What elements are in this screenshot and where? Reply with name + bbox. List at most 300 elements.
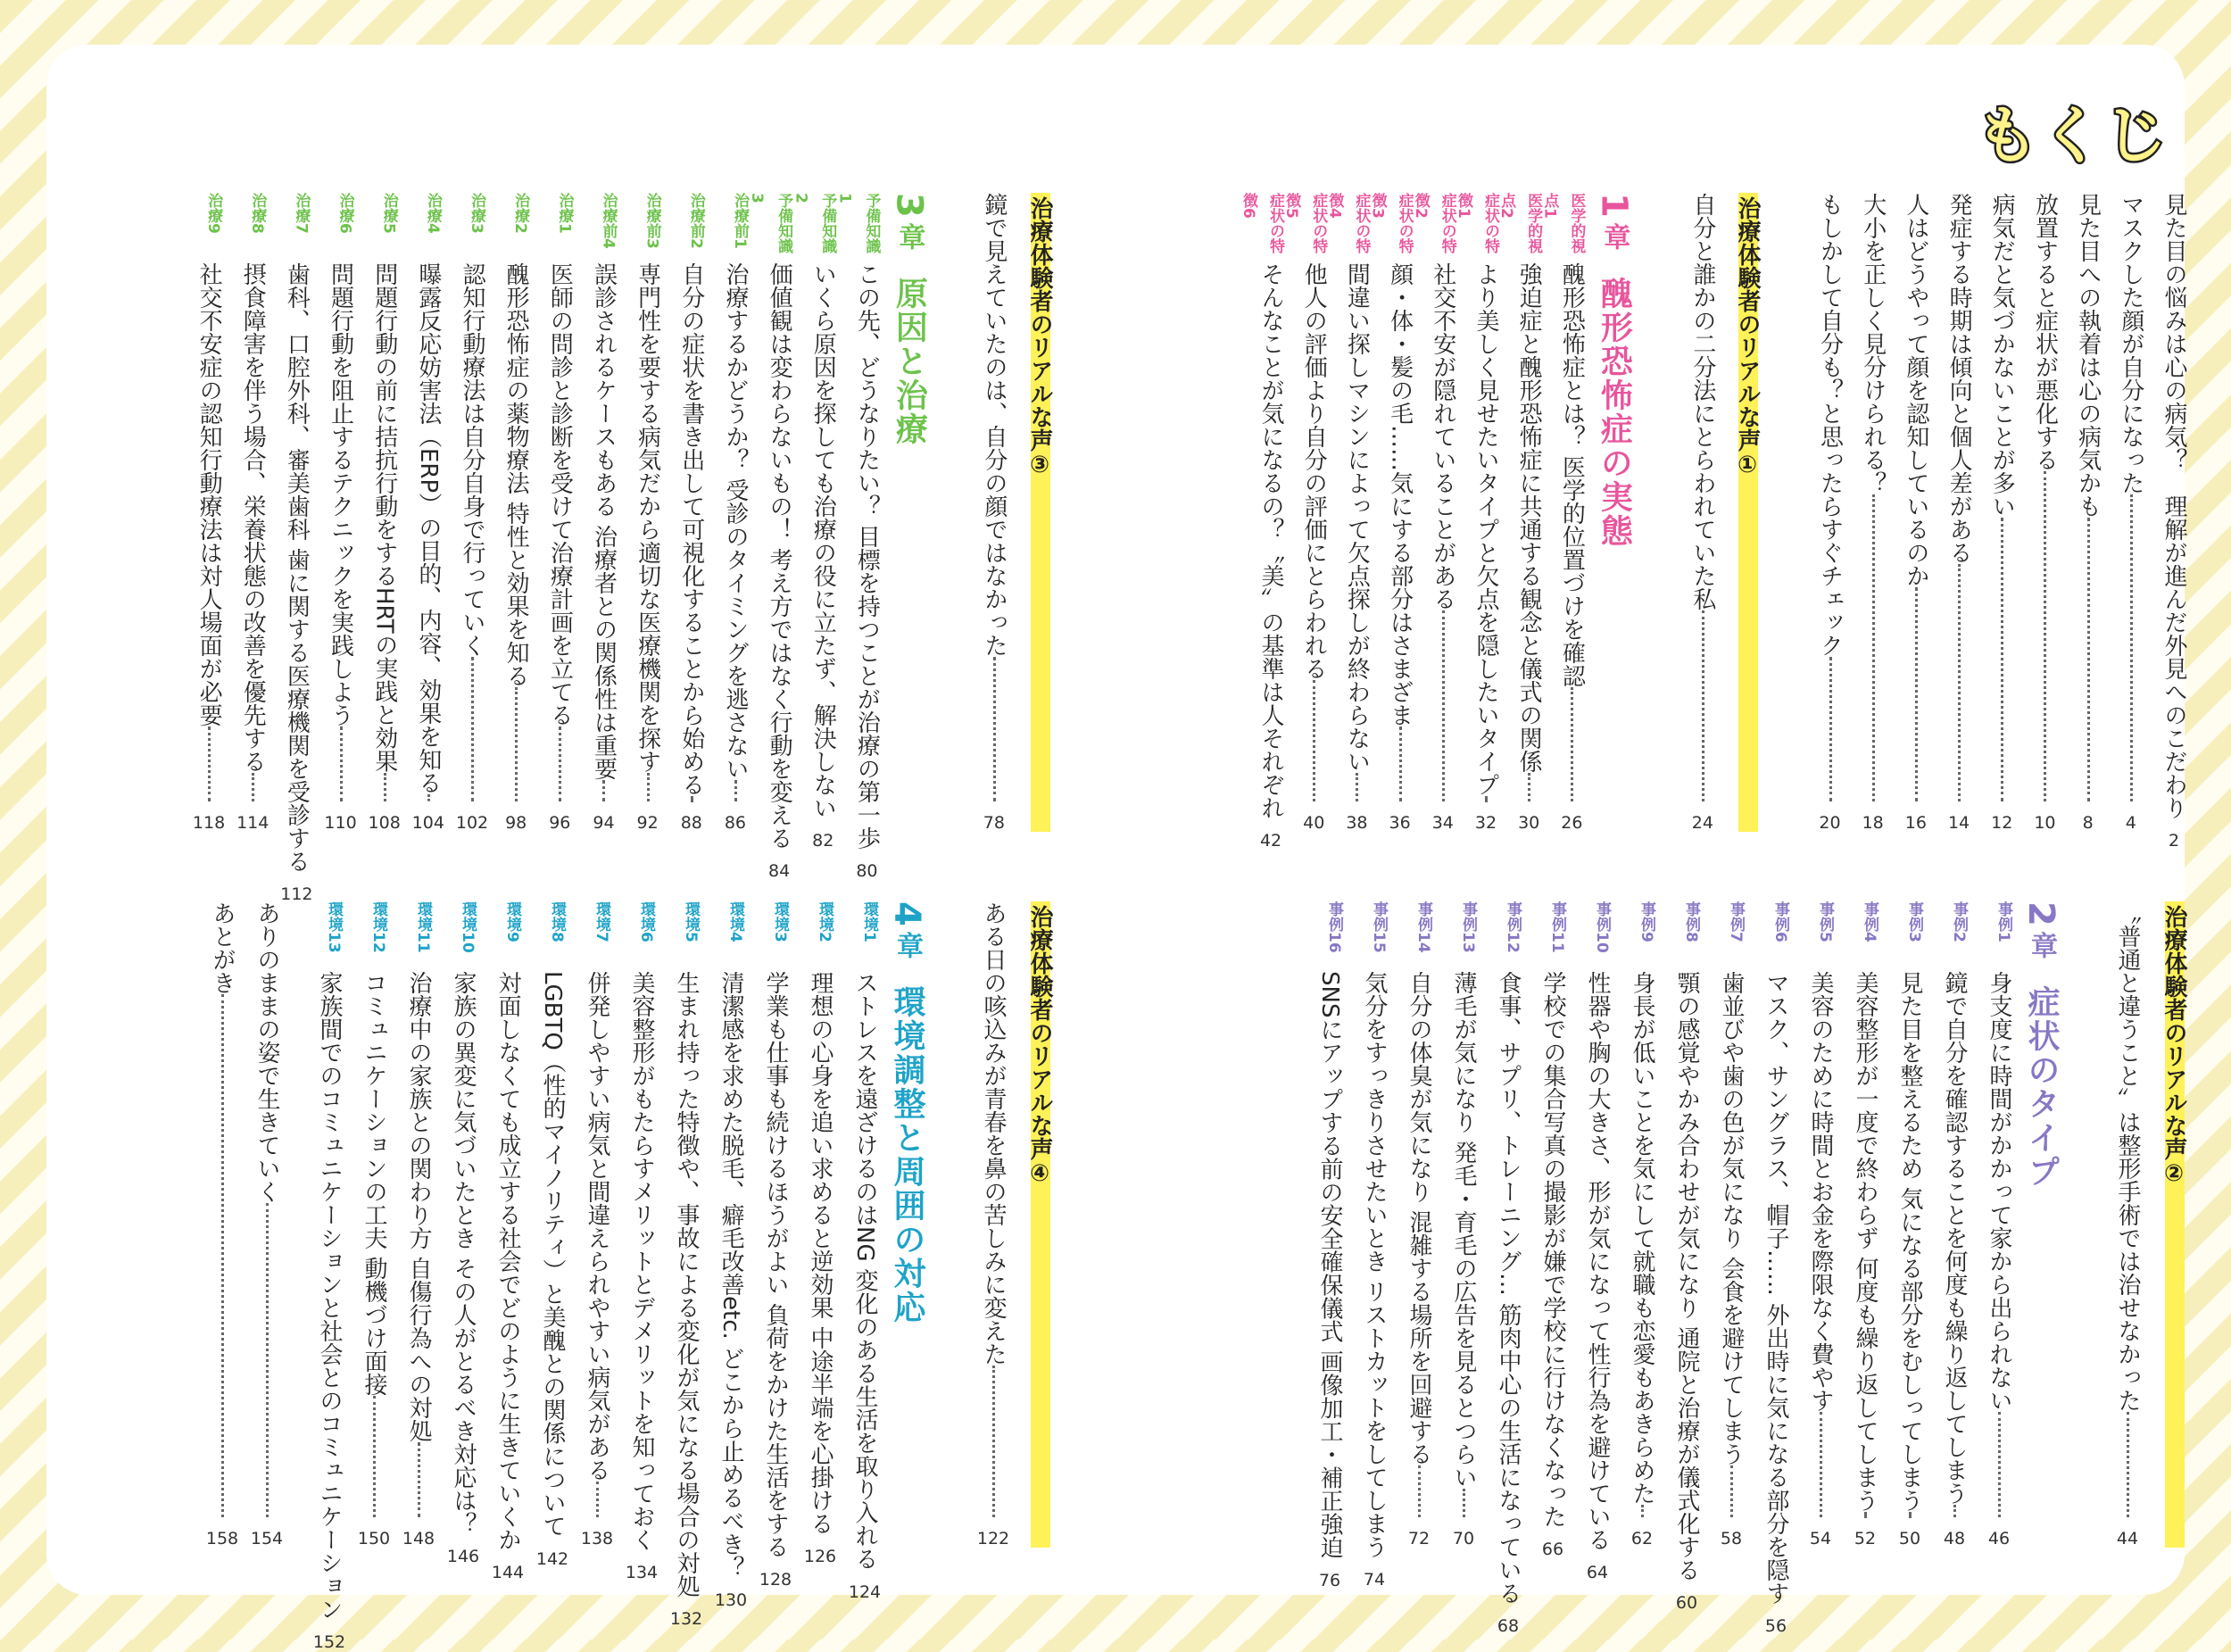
entry-title: 対面しなくても成立する社会でどのように生きていくか xyxy=(494,971,521,1551)
entry-label: 症状の特徴5 xyxy=(1282,193,1328,253)
page-number: 146 xyxy=(446,1547,480,1567)
page-number: 96 xyxy=(549,813,571,833)
toc-entry[interactable] xyxy=(1497,193,1547,833)
entry-label: 事例15 xyxy=(1370,901,1388,953)
leader-dots xyxy=(1313,680,1315,801)
voice-heading xyxy=(1012,193,1057,832)
voice-heading xyxy=(1011,901,1057,1548)
toc-entry[interactable] xyxy=(2106,193,2149,832)
entry-label: 治療8 xyxy=(248,193,267,234)
entry-title: 強迫症と醜形恐怖症に共通する観念と儀式の関係 xyxy=(1515,262,1543,773)
page-number: 128 xyxy=(759,1570,792,1590)
page-number: 82 xyxy=(812,831,834,851)
page-number: 44 xyxy=(2116,1529,2139,1548)
voice-heading xyxy=(1721,193,1765,832)
entry-label: 治療前1 xyxy=(730,193,749,249)
chapter-word: 章 xyxy=(1598,222,1630,250)
page-number: 14 xyxy=(1947,813,1970,833)
entry-title: 生まれ持った特徴や、事故による変化が気になる場合の対処 xyxy=(673,971,700,1598)
chapter-number: 2 xyxy=(2020,901,2061,926)
entry-label: 症状の特徴4 xyxy=(1325,193,1371,253)
toc-entry[interactable] xyxy=(1934,193,1977,832)
entry-label: 医学的視点1 xyxy=(1540,193,1586,253)
page-number: 112 xyxy=(280,884,313,905)
entry-title: 美容整形が一度で終わらず 何度も繰り返してしまう xyxy=(1852,971,1879,1513)
toc-entry[interactable] xyxy=(968,193,1012,832)
entry-label: 事例7 xyxy=(1727,901,1745,942)
toc-entry[interactable] xyxy=(1977,193,2020,832)
toc-entry[interactable] xyxy=(1660,901,1704,1614)
toc-entry[interactable] xyxy=(1678,193,1721,832)
page-number: 66 xyxy=(1541,1540,1564,1559)
toc-entry[interactable] xyxy=(1392,901,1437,1548)
toc-entry[interactable] xyxy=(1481,901,1526,1637)
entry-title: SNSにアップする前の安全確保儀式 画像加工・補正強迫 xyxy=(1316,971,1343,1559)
toc-entry[interactable] xyxy=(1454,193,1504,833)
chapter-heading xyxy=(2017,901,2065,1548)
page-number: 134 xyxy=(625,1563,659,1582)
toc-entry[interactable] xyxy=(270,193,314,905)
entry-label: 環境9 xyxy=(503,901,521,942)
entry-label: 環境10 xyxy=(459,901,477,953)
entry-title: もしかして自分も？と思ったらすぐチェック xyxy=(1816,193,1844,657)
entry-label: 症状の特徴6 xyxy=(1240,193,1285,253)
toc-entry[interactable] xyxy=(709,193,753,832)
entry-label: 予備知識1 xyxy=(835,193,881,253)
entry-label: 治療1 xyxy=(555,193,574,234)
page-number: 10 xyxy=(2034,813,2056,833)
toc-entry[interactable] xyxy=(748,193,797,882)
toc-entry[interactable] xyxy=(835,193,884,882)
leader-dots xyxy=(1418,1465,1421,1517)
entry-title: 誤診されるケースもある 治療者との関係性は重要 xyxy=(590,262,618,781)
entry-title: 学業も仕事も続けるほうがよい 負荷をかけた生活をする xyxy=(762,971,789,1559)
toc-entry[interactable] xyxy=(1437,901,1481,1548)
page-number: 118 xyxy=(192,813,226,833)
toc-top-right xyxy=(1240,193,2192,851)
page-number: 122 xyxy=(976,1529,1010,1548)
page-number: 142 xyxy=(535,1548,569,1569)
toc-entry[interactable] xyxy=(2062,193,2105,832)
page-number: 42 xyxy=(1259,831,1282,851)
toc-entry[interactable] xyxy=(436,901,481,1567)
page-number: 110 xyxy=(324,813,357,833)
entry-label: 治療5 xyxy=(379,193,398,234)
chapter-number: 1 xyxy=(1593,193,1635,218)
leader-dots xyxy=(418,1442,420,1517)
entry-title: より美しく見せたいタイプと欠点を隠したいタイプ xyxy=(1472,262,1499,796)
entry-title: 認知行動療法は自分自身で行っていく xyxy=(459,262,485,657)
page-number: 114 xyxy=(236,813,270,833)
page-number: 84 xyxy=(768,861,791,882)
page-number: 18 xyxy=(1862,813,1884,833)
entry-title: 見た目を整えるため 気になる部分をむしってしまう xyxy=(1896,971,1923,1513)
entry-label: 環境12 xyxy=(369,901,387,953)
leader-dots xyxy=(208,726,211,801)
entry-title: いくら原因を探しても治療の役に立たず、解決しない xyxy=(809,262,837,819)
entry-label: 事例1 xyxy=(1995,901,2012,942)
entry-label: 事例8 xyxy=(1682,901,1700,942)
chapter-heading xyxy=(883,901,931,1548)
page-number: 126 xyxy=(803,1547,837,1567)
toc-entry[interactable] xyxy=(792,193,841,851)
leader-dots xyxy=(1528,773,1530,801)
entry-title: この先、どうなりたい？ 目標を持つことが治療の第一歩 xyxy=(853,262,881,851)
leader-dots xyxy=(2044,471,2046,801)
entry-title: 自分の症状を書き出して可視化することから始める xyxy=(677,262,705,796)
entry-label: 治療6 xyxy=(336,193,354,234)
leader-dots xyxy=(647,773,650,801)
toc-entry[interactable] xyxy=(1571,901,1615,1582)
toc-entry[interactable] xyxy=(1540,193,1589,833)
entry-label: 医学的視点2 xyxy=(1497,193,1543,253)
entry-label: 環境6 xyxy=(637,901,655,942)
entry-label: 事例10 xyxy=(1593,901,1611,953)
entry-label: 環境3 xyxy=(771,901,789,942)
page-number: 124 xyxy=(848,1581,882,1602)
leader-dots xyxy=(266,1203,269,1517)
leader-dots xyxy=(2087,518,2090,801)
leader-dots xyxy=(471,657,474,801)
toc-entry[interactable] xyxy=(793,901,838,1567)
page-number: 72 xyxy=(1407,1529,1431,1548)
page-number: 68 xyxy=(1497,1616,1520,1637)
toc-entry[interactable] xyxy=(2101,901,2145,1548)
entry-title: 発症する時期は傾向と個人差がある xyxy=(1945,193,1973,564)
page-number: 88 xyxy=(680,813,702,833)
page-number: 16 xyxy=(1904,813,1927,833)
toc-entry[interactable] xyxy=(534,193,577,832)
toc-entry[interactable] xyxy=(195,901,240,1548)
leader-dots xyxy=(1953,1505,1956,1517)
entry-label: 治療前4 xyxy=(599,193,618,249)
page-number: 78 xyxy=(983,813,1005,833)
leader-dots xyxy=(596,1482,599,1517)
toc-entry[interactable] xyxy=(314,193,358,832)
chapter-title: 症状のタイプ xyxy=(2023,984,2060,1189)
leader-dots xyxy=(1872,494,1875,801)
entry-title: LGBTQ（性的マイノリティ）と美醜との関係について xyxy=(539,971,566,1538)
toc-entry[interactable] xyxy=(1838,901,1883,1548)
entry-title: 併発しやすい病気と間違えられやすい病気がある xyxy=(584,971,610,1482)
toc-entry[interactable] xyxy=(615,901,659,1582)
toc-entry[interactable] xyxy=(1704,901,1749,1548)
entry-title: 美容のために時間とお金を際限なく費やす xyxy=(1807,971,1834,1412)
entry-title: 間違い探しマシンによって欠点探しが終わらない xyxy=(1343,262,1371,773)
spacer xyxy=(1765,193,1804,832)
entry-title: 醜形恐怖症とは？ 医学的位置づけを確認 xyxy=(1558,262,1586,688)
entry-title: 気分をすっきりさせたいとき リストカットをしてしまう xyxy=(1361,971,1388,1559)
entry-title: 問題行動の前に拮抗行動をするHRTの実践と効果 xyxy=(370,262,398,773)
entry-title: 人はどうやって顔を認知しているのか xyxy=(1902,193,1929,587)
entry-label: 治療4 xyxy=(423,193,442,234)
toc-entry[interactable] xyxy=(359,193,402,832)
entry-title: ある日の咳込みが青春を鼻の苦しみに変えた xyxy=(980,901,1007,1366)
toc-entry[interactable] xyxy=(402,193,446,832)
entry-title: 摂食障害を伴う場合、栄養状態の改善を優先する xyxy=(239,262,267,773)
entry-label: 事例5 xyxy=(1816,901,1834,942)
toc-entry[interactable] xyxy=(1411,193,1461,833)
entry-title: ありのままの姿で生きていく xyxy=(253,901,280,1203)
page-number: 158 xyxy=(205,1529,239,1548)
toc-entry[interactable] xyxy=(1615,901,1660,1548)
chapter-heading xyxy=(884,193,933,832)
entry-title: 薄毛が気になり 発毛・育毛の広告を見るとつらい xyxy=(1450,971,1477,1490)
toc-entry[interactable] xyxy=(838,901,883,1602)
entry-label: 予備知識2 xyxy=(792,193,837,253)
toc-entry[interactable] xyxy=(1928,901,1972,1548)
entry-title: 顔・体・髪の毛……気にする部分はさまざま xyxy=(1386,262,1414,726)
toc-entry[interactable] xyxy=(1749,901,1794,1637)
toc-entry[interactable] xyxy=(227,193,270,832)
entry-label: 治療3 xyxy=(468,193,485,234)
page-number: 58 xyxy=(1720,1529,1743,1548)
page-number: 98 xyxy=(505,813,527,833)
entry-title: 歯並びや歯の色が気になり 会食を避けてしまう xyxy=(1718,971,1745,1466)
entry-title: 醜形恐怖症の薬物療法 特性と効果を知る xyxy=(502,262,530,688)
toc-entry[interactable] xyxy=(481,901,526,1582)
page-number: 2 xyxy=(2168,831,2180,851)
page-number: 80 xyxy=(856,861,878,882)
leader-dots xyxy=(1442,610,1445,801)
leader-dots xyxy=(1730,1465,1733,1517)
page-number: 34 xyxy=(1431,813,1454,833)
leader-dots xyxy=(1399,726,1402,801)
page-number: 54 xyxy=(1809,1529,1832,1548)
entry-label: 事例13 xyxy=(1459,901,1477,953)
leader-dots xyxy=(427,794,430,801)
leader-dots xyxy=(602,780,605,801)
page-number: 102 xyxy=(455,813,489,833)
toc-entry[interactable] xyxy=(1526,901,1571,1559)
leader-dots xyxy=(1958,564,1961,801)
entry-title: 見た目への執着は心の病気かも xyxy=(2074,193,2102,518)
chapter-number: 3 xyxy=(888,193,930,218)
page-number: 86 xyxy=(724,813,747,833)
toc-entry[interactable] xyxy=(666,193,709,832)
chapter-title: 環境調整と周囲の対応 xyxy=(889,984,925,1324)
entry-label: 事例4 xyxy=(1861,901,1879,942)
page-number: 24 xyxy=(1691,813,1713,833)
toc-entry[interactable] xyxy=(183,193,227,832)
toc-entry[interactable] xyxy=(490,193,534,832)
toc-entry[interactable] xyxy=(659,901,704,1629)
chapter-word: 章 xyxy=(892,931,923,959)
leader-dots xyxy=(340,726,343,801)
entry-title: マスク、サングラス、帽子…… 外出時に気になる部分を隠す xyxy=(1762,971,1789,1606)
toc-entry[interactable] xyxy=(1368,193,1417,833)
toc-entry[interactable] xyxy=(347,901,392,1548)
leader-dots xyxy=(1571,687,1573,801)
spacer xyxy=(931,901,966,1548)
entry-title: 歯科、口腔外科、審美歯科 歯に関する医療機関を受診する xyxy=(283,262,311,874)
spacer xyxy=(285,901,303,1548)
entry-title: 見た目の悩みは心の病気？ 理解が進んだ外見へのこだわり xyxy=(2161,193,2187,819)
page-number: 46 xyxy=(1987,1529,2011,1548)
entry-title: 家族の異変に気づいたとき その人がとるべき対応は？ xyxy=(450,971,477,1536)
leader-dots xyxy=(1998,1412,2001,1517)
entry-title: 病気だと気づかないことが多い xyxy=(1988,193,2016,518)
entry-label: 環境11 xyxy=(414,901,432,953)
toc-entry[interactable] xyxy=(621,193,665,832)
leader-dots xyxy=(1915,587,1918,801)
entry-label: 事例12 xyxy=(1504,901,1522,953)
leader-dots xyxy=(734,780,737,801)
page-number: 148 xyxy=(402,1529,435,1548)
entry-title: 顎の感覚やかみ合わせが気になり 通院と治療が儀式化する xyxy=(1673,971,1700,1582)
entry-label: 事例11 xyxy=(1548,901,1566,953)
toc-entry[interactable] xyxy=(446,193,490,832)
toc-entry[interactable] xyxy=(1891,193,1934,832)
toc-entry[interactable] xyxy=(966,901,1011,1548)
page-number: 132 xyxy=(669,1609,703,1629)
spacer xyxy=(933,193,967,832)
page-number: 130 xyxy=(714,1590,748,1611)
page-number: 60 xyxy=(1675,1593,1698,1614)
entry-title: ストレスを遠ざけるのはNG 変化のある生活を取り入れる xyxy=(851,971,878,1571)
toc-entry[interactable] xyxy=(303,901,347,1652)
entry-label: 治療前3 xyxy=(643,193,661,249)
toc-entry[interactable] xyxy=(704,901,749,1611)
entry-label: 症状の特徴1 xyxy=(1454,193,1499,253)
leader-dots xyxy=(993,657,996,801)
entry-title: 性器や胸の大きさ、形が気になって性行為を避けている xyxy=(1584,971,1611,1551)
toc-entry[interactable] xyxy=(1804,193,1847,832)
page-number: 8 xyxy=(2082,813,2094,833)
page-number: 74 xyxy=(1363,1570,1386,1590)
page-number: 104 xyxy=(411,813,444,833)
page-number: 36 xyxy=(1389,813,1411,833)
page-number: 150 xyxy=(357,1529,391,1548)
toc-entry[interactable] xyxy=(570,901,615,1548)
leader-dots xyxy=(252,773,254,801)
chapter-word: 章 xyxy=(893,222,925,250)
toc-entry[interactable] xyxy=(1972,901,2017,1548)
toc-entry[interactable] xyxy=(2149,193,2192,851)
entry-title: 自分と誰かの二分法にとらわれていた私 xyxy=(1688,193,1716,610)
page-number: 38 xyxy=(1346,813,1368,833)
toc-entry[interactable] xyxy=(749,901,793,1590)
entry-title: 問題行動を阻止するテクニックを実践しよう xyxy=(327,262,354,726)
page-number: 26 xyxy=(1561,813,1583,833)
entry-label: 症状の特徴3 xyxy=(1368,193,1414,253)
page-number: 64 xyxy=(1586,1563,1609,1582)
leader-dots xyxy=(2001,518,2003,801)
entry-title: 食事、サプリ、トレーニング… 筋肉中心の生活になっている xyxy=(1495,971,1522,1606)
entry-title: 理想の心身を追い求めると逆効果 中途半端を心掛ける xyxy=(807,971,834,1536)
entry-title: 治療するかどうか？ 受診のタイミングを逃さない xyxy=(721,262,749,781)
toc-bottom-left xyxy=(183,901,1057,1652)
leader-dots xyxy=(373,1396,376,1517)
page-number: 76 xyxy=(1318,1570,1341,1590)
toc-entry[interactable] xyxy=(392,901,436,1548)
page-number: 152 xyxy=(312,1632,346,1652)
page-number: 12 xyxy=(1991,813,2013,833)
page-number: 138 xyxy=(580,1529,614,1548)
entry-title: 身支度に時間がかかって家から出られない xyxy=(1986,971,2012,1412)
voice-heading-text: 治療体験者のリアルな声② xyxy=(2156,901,2192,1548)
entry-title: 身長が低いことを気にして就職も恋愛もあきらめた xyxy=(1629,971,1655,1505)
toc-entry[interactable] xyxy=(1303,901,1348,1590)
toc-entry[interactable] xyxy=(1240,193,1289,851)
entry-title: 鏡で見えていたのは、自分の顔ではなかった xyxy=(980,193,1008,657)
page-number: 56 xyxy=(1764,1616,1787,1637)
toc-entry[interactable] xyxy=(526,901,570,1569)
toc-entry[interactable] xyxy=(577,193,621,832)
entry-title: マスクした顔が自分になった xyxy=(2117,193,2144,494)
entry-label: 事例2 xyxy=(1950,901,1968,942)
leader-dots xyxy=(384,773,386,801)
voice-heading xyxy=(2145,901,2192,1548)
entry-title: 他人の評価より自分の評価にとらわれる xyxy=(1300,262,1328,680)
entry-title: 清潔感を求めた脱毛、癖毛改善etc. どこから止めるべき？ xyxy=(717,971,744,1580)
toc-entry[interactable] xyxy=(1883,901,1928,1548)
leader-dots xyxy=(221,994,224,1517)
chapter-word: 章 xyxy=(2026,931,2057,959)
entry-label: 事例3 xyxy=(1905,901,1923,942)
entry-label: 治療9 xyxy=(204,193,223,234)
page-number: 52 xyxy=(1854,1529,1877,1548)
leader-dots xyxy=(2130,494,2133,801)
entry-title: 放置すると症状が悪化する xyxy=(2031,193,2059,471)
page-number: 70 xyxy=(1452,1529,1475,1548)
toc-entry[interactable] xyxy=(2020,193,2062,832)
entry-label: 環境5 xyxy=(682,901,700,942)
entry-label: 治療7 xyxy=(292,193,311,234)
toc-top-left xyxy=(183,193,1057,905)
voice-heading-text: 治療体験者のリアルな声① xyxy=(1729,193,1765,832)
entry-title: 大小を正しく見分けられる？ xyxy=(1859,193,1887,494)
spacer xyxy=(1638,193,1677,832)
entry-label: 治療2 xyxy=(511,193,530,234)
page-number: 154 xyxy=(250,1529,284,1548)
toc-entry[interactable] xyxy=(1282,193,1331,833)
entry-title: 美容整形がもたらすメリットとデメリットを知っておく xyxy=(628,971,655,1551)
entry-label: 事例6 xyxy=(1771,901,1789,942)
leader-dots xyxy=(1356,773,1358,801)
entry-title: コミュニケーションの工夫 動機づけ面接 xyxy=(361,971,387,1397)
entry-title: 〝普通と違うこと〟は整形手術では治せなかった xyxy=(2114,901,2141,1412)
toc-entry[interactable] xyxy=(240,901,285,1548)
entry-label: 環境13 xyxy=(325,901,343,953)
entry-title: 社交不安症の認知行動療法は対人場面が必要 xyxy=(195,262,223,726)
leader-dots xyxy=(1820,1412,1822,1517)
entry-title: 専門性を要する病気だから適切な医療機関を探す xyxy=(634,262,661,773)
toc-entry[interactable] xyxy=(1325,193,1374,833)
leader-dots xyxy=(2127,1412,2129,1517)
chapter-heading xyxy=(1589,193,1638,832)
entry-label: 環境4 xyxy=(726,901,744,942)
entry-title: 治療中の家族との関わり方 自傷行為への対処 xyxy=(405,971,432,1443)
leader-dots xyxy=(559,726,561,801)
toc-entry[interactable] xyxy=(1348,901,1392,1590)
entry-label: 環境2 xyxy=(816,901,834,942)
page-number: 92 xyxy=(636,813,659,833)
leader-dots xyxy=(1829,657,1832,801)
page-number: 4 xyxy=(2125,813,2136,833)
leader-dots xyxy=(1463,1489,1465,1517)
entry-label: 事例9 xyxy=(1638,901,1655,942)
chapter-title: 醜形恐怖症の実態 xyxy=(1596,276,1633,548)
entry-label: 事例14 xyxy=(1414,901,1432,953)
entry-title: 学校での集合写真の撮影が嫌で学校に行けなくなった xyxy=(1539,971,1566,1528)
leader-dots xyxy=(1641,1505,1644,1517)
page-number: 50 xyxy=(1898,1529,1921,1548)
page-number: 48 xyxy=(1943,1529,1966,1548)
leader-dots xyxy=(515,687,518,801)
toc-entry[interactable] xyxy=(1848,193,1891,832)
toc-entry[interactable] xyxy=(1794,901,1838,1548)
